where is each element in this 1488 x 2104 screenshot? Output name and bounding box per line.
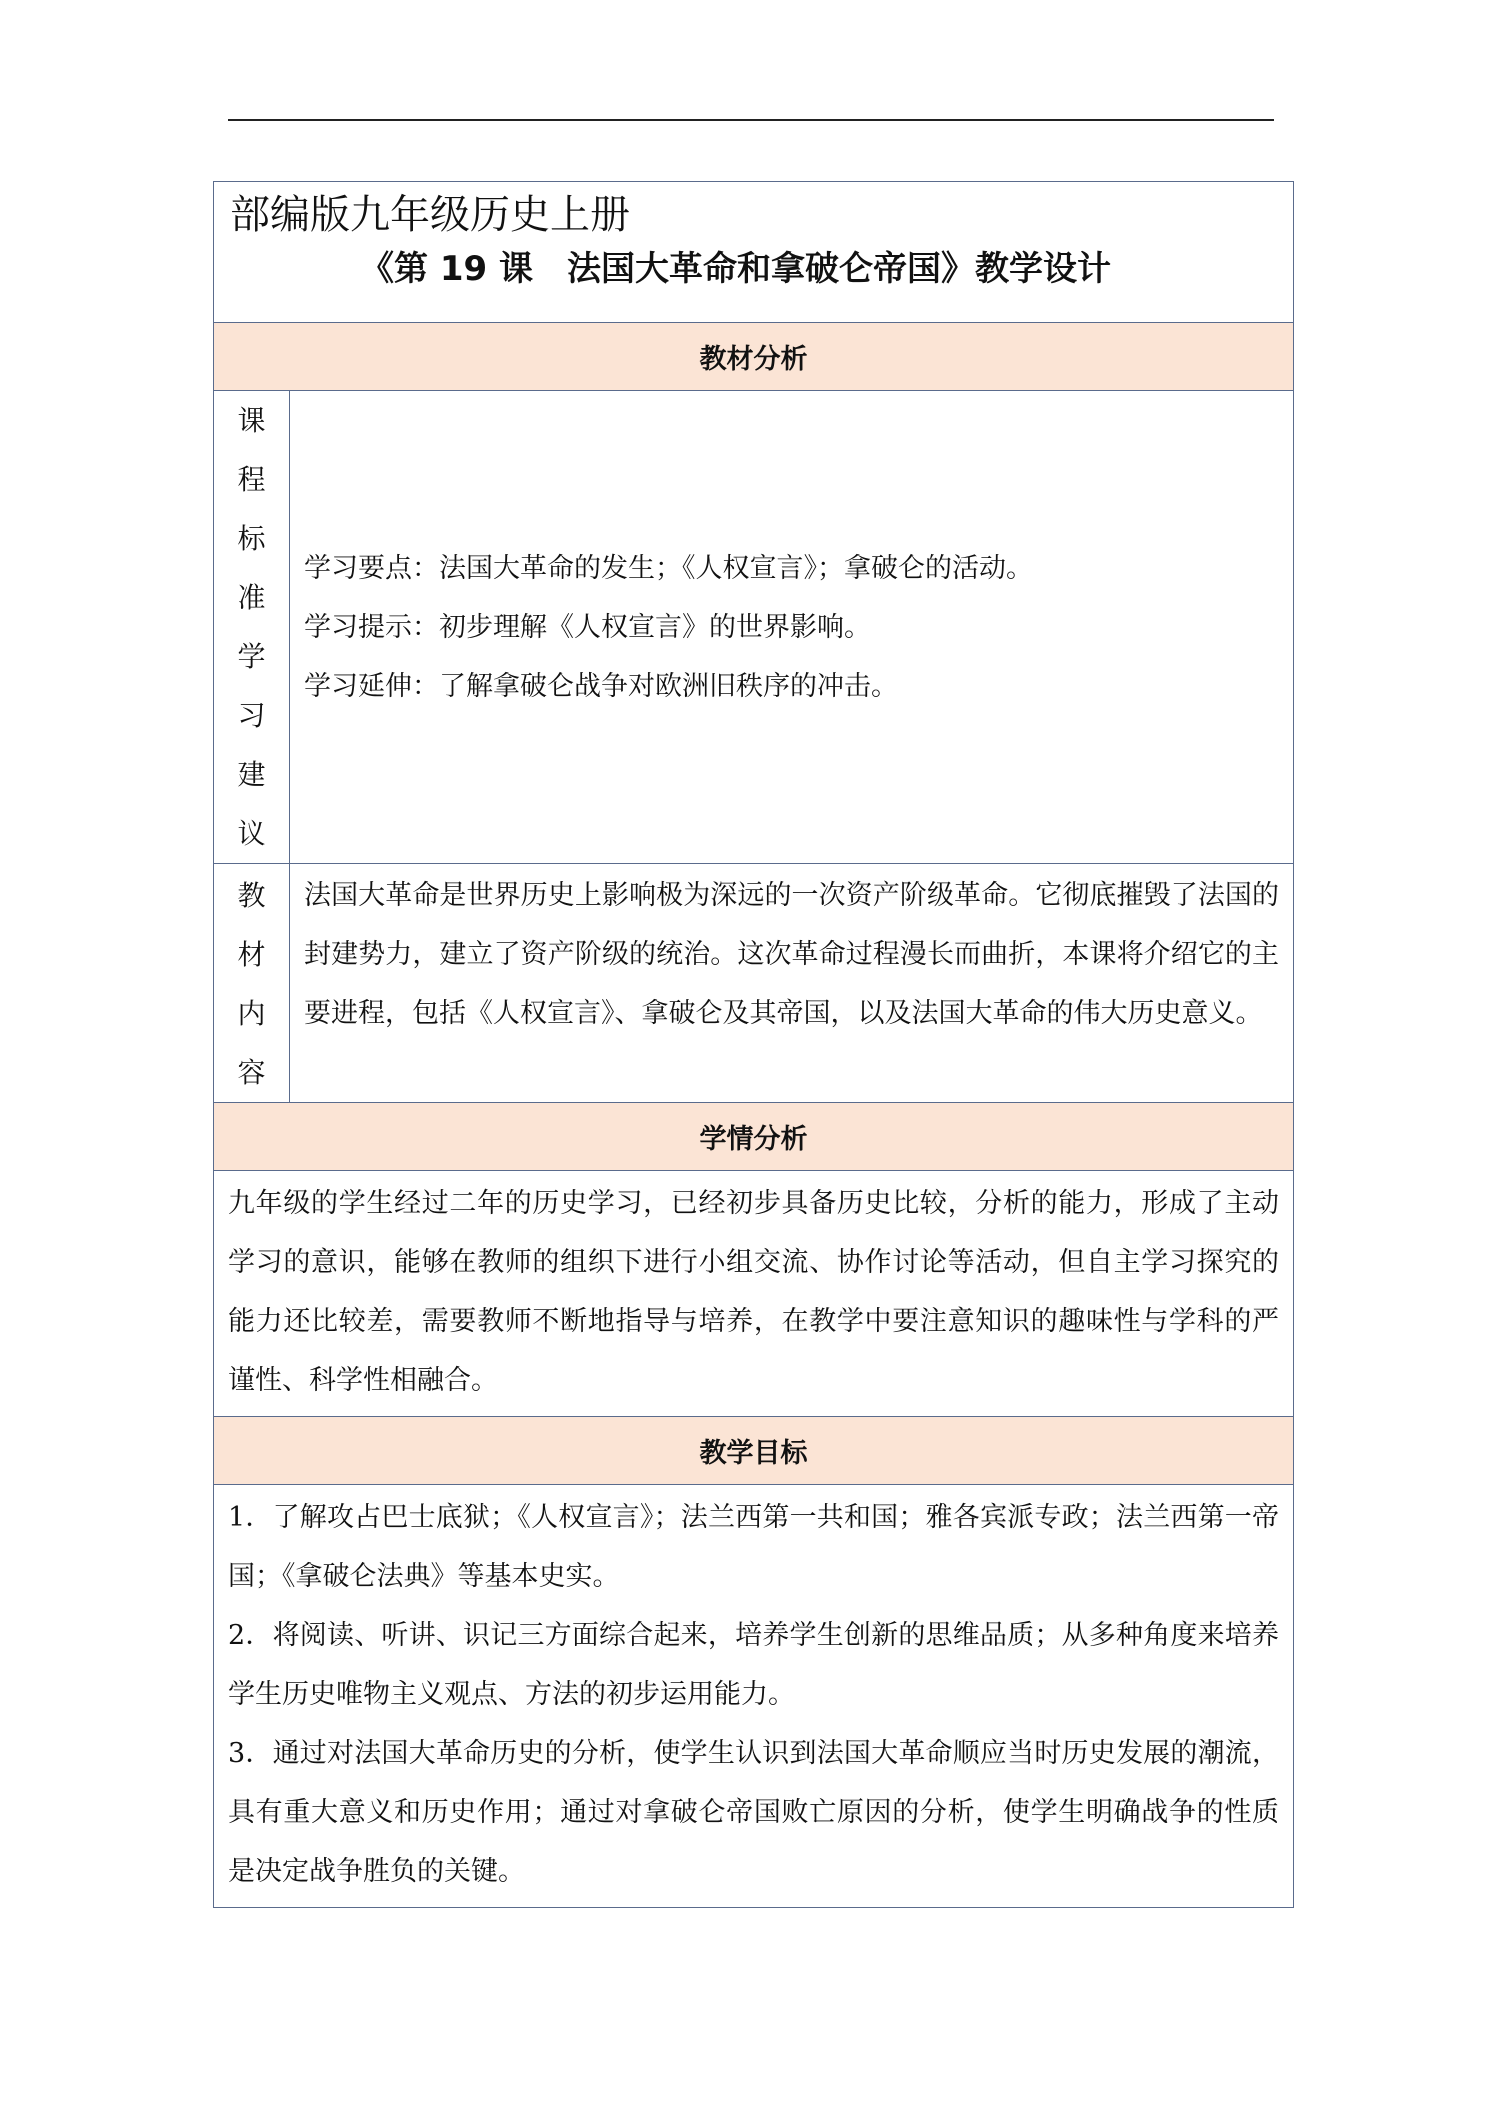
label-char: 议 xyxy=(237,817,266,850)
label-char: 课 xyxy=(237,404,266,437)
header-rule xyxy=(228,119,1274,121)
section-heading-teaching-goals: 教学目标 xyxy=(214,1417,1294,1485)
document-title-line2: 《第 19 课 法国大革命和拿破仑帝国》教学设计 xyxy=(360,249,1111,289)
textbook-content-row xyxy=(214,864,1294,1103)
title-cell xyxy=(214,182,1294,323)
teaching-goal-item: 1．了解攻占巴士底狱；《人权宣言》；法兰西第一共和国；雅各宾派专政；法兰西第一帝国；《拿破仑法典》等基本史实。 xyxy=(228,1502,1279,1592)
student-analysis-text: 九年级的学生经过二年的历史学习，已经初步具备历史比较，分析的能力，形成了主动学习的意识，能够在教师的组织下进行小组交流、协作讨论等活动，但自主学习探究的能力还比较差，需要教师不断地指导与培养，在教学中要注意知识的趣味性与学科的严谨性、科学性相融合。 xyxy=(214,1171,1294,1417)
curriculum-standard-row xyxy=(214,391,1294,864)
teaching-goals-row xyxy=(214,1485,1294,1908)
label-char: 内 xyxy=(237,997,266,1030)
textbook-content-label xyxy=(214,864,290,1103)
teaching-goals-list xyxy=(214,1485,1294,1908)
section-row-student-analysis xyxy=(214,1103,1294,1171)
label-char: 习 xyxy=(237,699,266,732)
learning-hints: 学习提示：初步理解《人权宣言》的世界影响。 xyxy=(304,611,871,643)
label-char: 建 xyxy=(237,758,266,791)
section-row-teaching-goals xyxy=(214,1417,1294,1485)
textbook-content-text: 法国大革命是世界历史上影响极为深远的一次资产阶级革命。它彻底摧毁了法国的封建势力，建立了资产阶级的统治。这次革命过程漫长而曲折，本课将介绍它的主要进程，包括《人权宣言》、拿破仑及其帝国，以及法国大革命的伟大历史意义。 xyxy=(290,864,1294,1103)
title-row xyxy=(214,182,1294,323)
label-char: 材 xyxy=(237,938,266,971)
curriculum-standard-content xyxy=(290,391,1294,864)
section-heading-material-analysis: 教材分析 xyxy=(214,323,1294,391)
teaching-goal-item: 3．通过对法国大革命历史的分析，使学生认识到法国大革命顺应当时历史发展的潮流，具有重大意义和历史作用；通过对拿破仑帝国败亡原因的分析，使学生明确战争的性质是决定战争胜负的关键。 xyxy=(228,1738,1279,1887)
label-char: 教 xyxy=(237,879,266,912)
student-analysis-row xyxy=(214,1171,1294,1417)
section-heading-student-analysis: 学情分析 xyxy=(214,1103,1294,1171)
label-char: 程 xyxy=(237,463,266,496)
curriculum-standard-label xyxy=(214,391,290,864)
document-title-line1: 部编版九年级历史上册 xyxy=(230,192,630,238)
label-char: 学 xyxy=(237,640,266,673)
lesson-plan-table xyxy=(213,181,1294,1908)
label-char: 标 xyxy=(237,522,266,555)
teaching-goal-item: 2．将阅读、听讲、识记三方面综合起来，培养学生创新的思维品质；从多种角度来培养学生历史唯物主义观点、方法的初步运用能力。 xyxy=(228,1620,1279,1710)
learning-extension: 学习延伸：了解拿破仑战争对欧洲旧秩序的冲击。 xyxy=(304,670,898,702)
label-char: 容 xyxy=(237,1056,266,1089)
learning-key-points: 学习要点：法国大革命的发生；《人权宣言》；拿破仑的活动。 xyxy=(304,552,1033,584)
section-row-material-analysis xyxy=(214,323,1294,391)
label-char: 准 xyxy=(237,581,266,614)
